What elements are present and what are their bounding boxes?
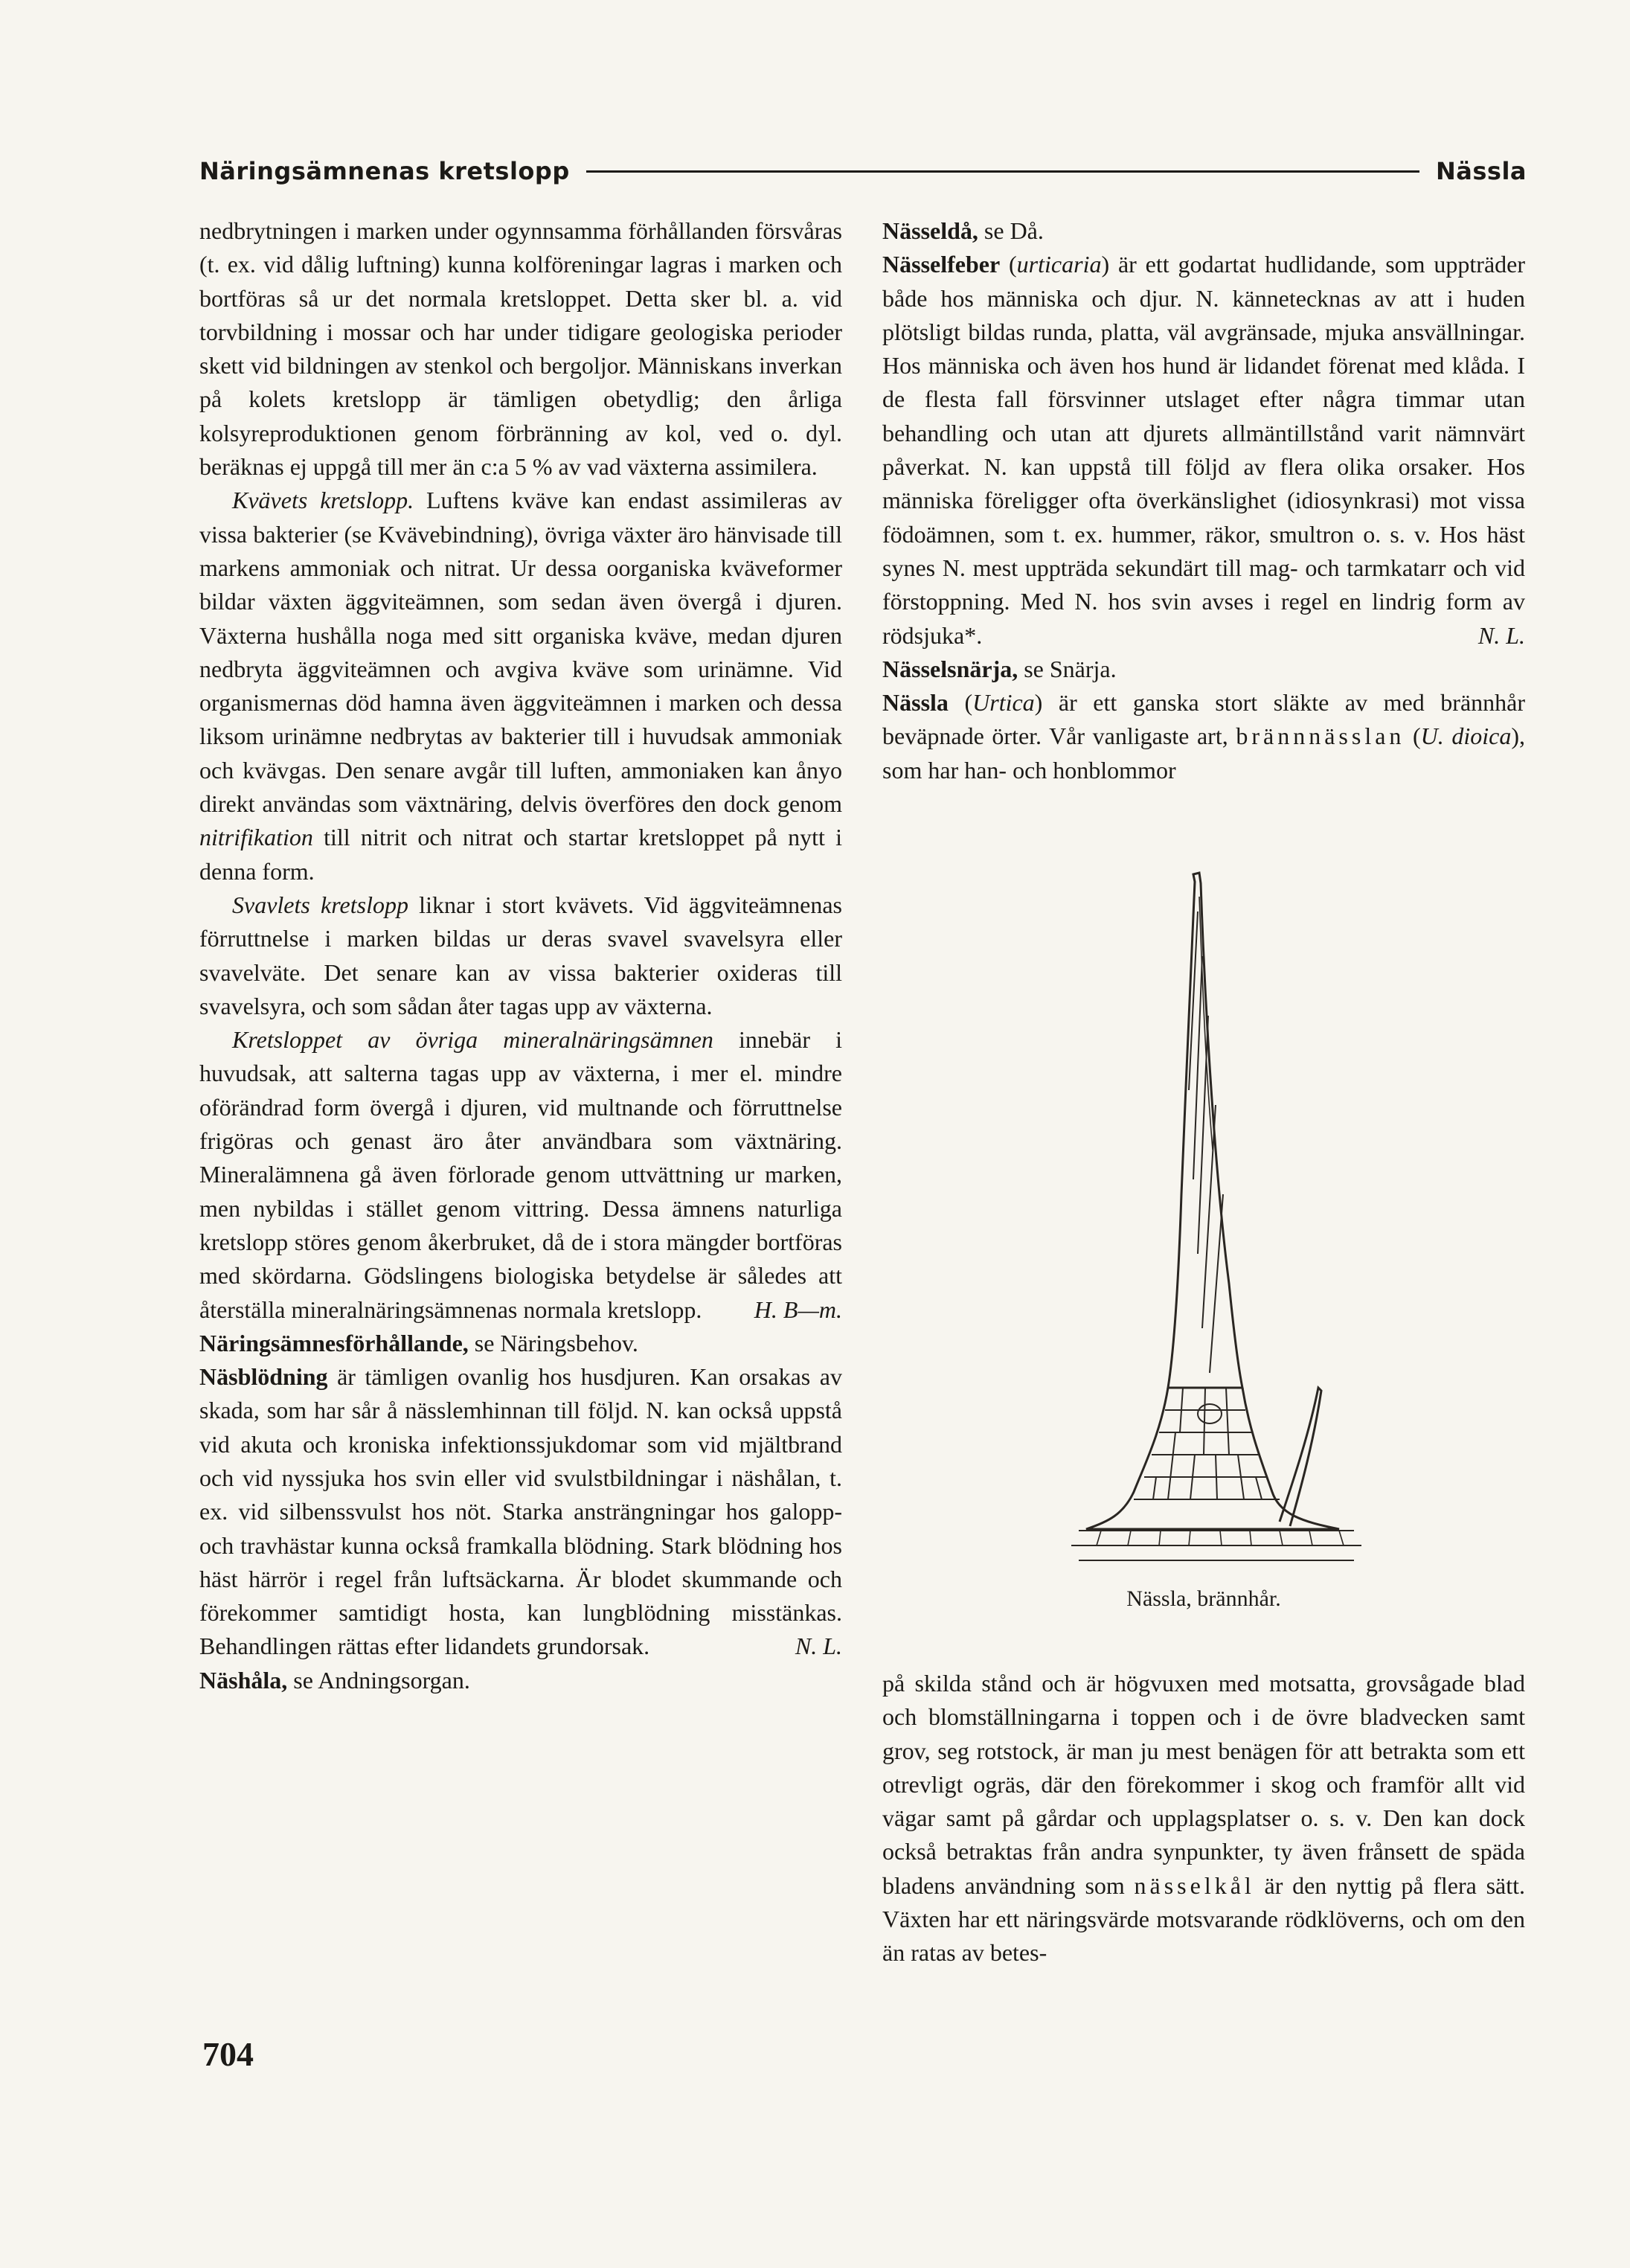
header-rule [586, 170, 1419, 173]
author-signature: H. B—m. [754, 1295, 842, 1323]
entry-nasselfeber: Nässelfeber (urticaria) är ett godartat hudlidande, som uppträder både hos människa och djur. N. kännetecknas av att i huden plötsligt bildas runda, platta, väl avgränsade, mjuka ansvällningar. Hos människa och även hos hund är lidandet förenat med klåda. I de flesta fall försvinner utslaget efter några timmar utan behandling och utan att djurets allmäntillstånd varit nämnvärt påverkat. N. kan uppstå till följd av flera olika orsaker. Hos människa föreligger ofta överkänslighet (idiosynkrasi) mot vissa födoämnen, som t. ex. hummer, räkor, smultron o. s. v. Hos häst synes N. mest uppträda sekundärt till mag- och tarmkatarr och vid förstoppning. Med N. hos svin avses i regel en lindrig form av rödsjuka*. N. L. [882, 248, 1525, 653]
paragraph-nitrogen-cycle: Kvävets kretslopp. Luftens kväve kan endast assimileras av vissa bakterier (se Kvävebindning), övriga växter äro hänvisade till markens ammoniak och nitrat. Ur dessa oorganiska kväveformer bildar växten äggviteämnen, som sedan även övergå i djuren. Växterna hushålla noga med sitt organiska kväve, medan djuren nedbryta äggviteämnen och avgiva kväve som urinämne. Vid organismernas död hamna även äggviteämnen i marken och dessa liksom urinämne nedbrytas av bakterier till i huvudsak ammoniak och kvävgas. Den senare avgår till luften, ammoniaken kan ånyo direkt användas som växtnäring, delvis överföres den dock genom nitrifikation till nitrit och nitrat och startar kretsloppet på nytt i denna form. [199, 487, 843, 885]
paragraph-mineral-cycle: Kretsloppet av övriga mineralnäringsämnen innebär i huvudsak, att salterna tagas upp av växterna, i mer el. mindre oförändrad form övergå i djuren, vid multnande och förruttnelse frigöras och genast äro åter användbara som växtnäring. Mineralämnena gå även förlorade genom uttvättning ur marken, men nybildas i stället genom vittring. Dessa ämnens naturliga kretslopp störes genom åkerbruket, då de i stora mängder bortföras med skördarna. Gödslingens biologiska betydelse är således att återställa mineralnäringsämnenas normala kretslopp. H. B—m. [199, 1023, 842, 1327]
entry-nasselsnarja: Nässelsnärja, se Snärja. [882, 655, 1117, 682]
author-signature: N. L. [1477, 621, 1525, 649]
entry-naringsamnesforhallande: Näringsämnesförhållande, se Näringsbehov. [199, 1329, 638, 1356]
paragraph-sulfur-cycle: Svavlets kretslopp liknar i stort kvävets. Vid äggviteämnenas förruttnelse i marken bildas ur deras svavel svavelsyra eller svavelväte. Det senare kan av vissa bakterier oxideras till svavelsyra, och som sådan åter tagas upp av växterna. [199, 891, 843, 1019]
paragraph-nassla-continued: på skilda stånd och är högvuxen med motsatta, grovsågade blad och blomställningarna i toppen och i de övre bladvecken samt grov, seg rotstock, är man ju mest benägen för att betrakta som ett otrevligt ogräs, där den förekommer i skog och framför allt vid vägar samt på gårdar och upplagsplatser o. s. v. Den kan dock också betraktas från andra synpunkter, ty även frånsett de späda bladens användning som nässelkål är den nyttig på flera sätt. Växten har ett näringsvärde motsvarande rödklöverns, och om den än ratas av betes- [882, 1670, 1525, 1967]
entry-nashala: Näshåla, se Andningsorgan. [199, 1666, 470, 1694]
paragraph-carbon-cycle: nedbrytningen i marken under ogynnsamma förhållanden försvåras (t. ex. vid dålig luftning) kunna kolföreningar lagras i marken och bortföras så ur det normala kretsloppet. Detta sker bl. a. vid torvbildning i mossar och har under tidigare geologiska perioder skett vid bildningen av stenkol och bergoljor. Människans inverkan på kolets kretslopp är tämligen obetydlig; den årliga kolsyreproduktionen genom förbränning av kol, ved o. dyl. beräknas ej uppgå till mer än c:a 5 % av vad växterna assimilera. [199, 217, 842, 481]
author-signature: N. L. [795, 1633, 842, 1660]
right-column-bottom [882, 1667, 1525, 1970]
stinging-hair-drawing [1056, 867, 1384, 1574]
entry-nassla: Nässla (Urtica) är ett ganska stort släkte av med brännhår beväpnade örter. Vår vanligaste art, brännnässlan (U. dioica), som har han- och honblommor [882, 689, 1526, 784]
header-left-title: Näringsämnenas kretslopp [199, 157, 570, 185]
left-column [199, 214, 842, 1697]
header-right-title: Nässla [1435, 157, 1527, 185]
stinging-hair-illustration [1056, 867, 1384, 1574]
page-number: 704 [202, 2035, 254, 2073]
right-column-top [882, 214, 1525, 787]
entry-nasselda: Nässeldå, se Då. [882, 217, 1044, 244]
running-header [199, 153, 1527, 190]
figure-caption: Nässla, brännhår. [1126, 1586, 1281, 1611]
entry-nasblodning: Näsblödning är tämligen ovanlig hos husdjuren. Kan orsakas av skada, som har sår å nässlemhinnan till följd. N. kan också uppstå vid akuta och kroniska infektionssjukdomar som vid mjältbrand och vid nyssjuka hos svin eller vid svulstbildningar i näshålan, t. ex. vid silbenssvulst hos nöt. Starka ansträngningar hos galopp- och travhästar kunna också framkalla blödning. Stark blödning hos häst härrör i regel från luftsäckarna. Är blodet skummande och förekommer samtidigt hosta, kan lungblödning misstänkas. Behandlingen rättas efter lidandets grundorsak. N. L. [199, 1360, 842, 1664]
